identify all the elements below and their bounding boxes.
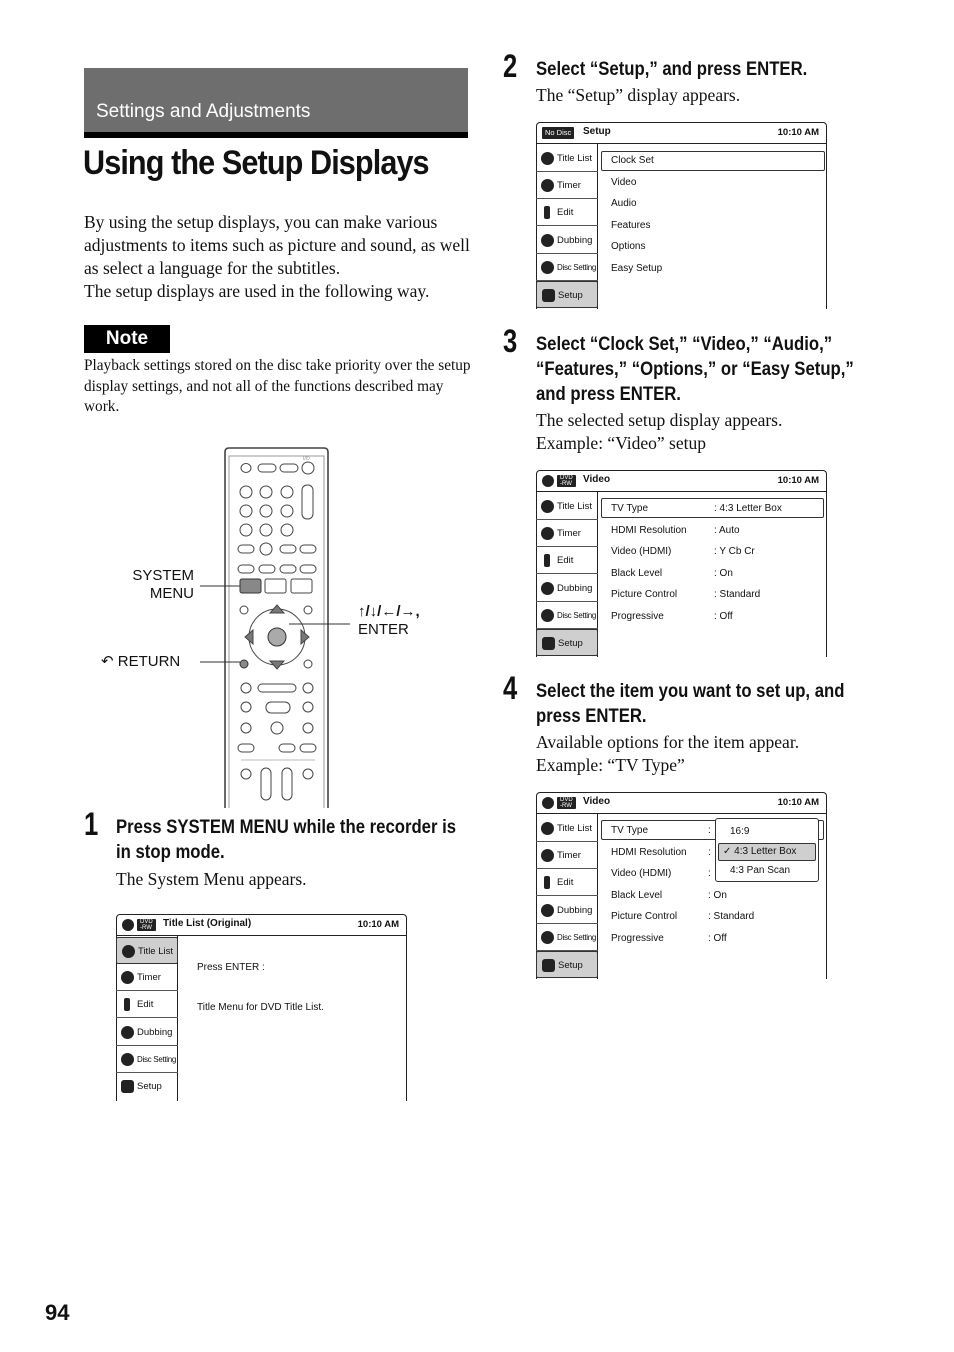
setup-item-video[interactable]: Video <box>611 177 637 188</box>
system-menu-label-line2: MENU <box>149 585 194 602</box>
screen-content <box>179 936 407 1101</box>
step-1-heading: Press SYSTEM MENU while the recorder is in stop mode. <box>116 817 457 863</box>
step-4-text <box>536 731 799 777</box>
screen-title: Video <box>583 796 611 807</box>
video-row-picture-control[interactable]: Picture Control : Standard <box>611 911 755 922</box>
title-menu-line: Title Menu for DVD Title List. <box>197 1002 324 1013</box>
video-row-tv-type[interactable]: TV Type : 4:3 Letter Box <box>611 503 782 514</box>
screen-content <box>599 144 827 309</box>
step-2-number: 2 <box>503 48 518 84</box>
setup-item-options[interactable]: Options <box>611 241 646 252</box>
menu-item-disc-setting[interactable]: Disc Setting <box>536 924 598 951</box>
video-setup-screen <box>536 470 827 657</box>
press-enter-line: Press ENTER : <box>197 962 265 973</box>
video-row-black-level[interactable]: Black Level : On <box>611 890 727 901</box>
screen-clock: 10:10 AM <box>357 919 399 930</box>
setup-item-clock-set[interactable]: Clock Set <box>611 155 654 166</box>
menu-item-dubbing[interactable]: Dubbing <box>536 227 598 254</box>
osd-side-menu <box>536 144 598 309</box>
section-title: Settings and Adjustments <box>96 101 311 122</box>
menu-item-timer[interactable]: Timer <box>536 172 598 199</box>
no-disc-badge: No Disc <box>542 127 574 139</box>
system-menu-callout <box>126 567 194 603</box>
step-3-text-line1: The selected setup display appears. <box>536 410 783 430</box>
osd-side-menu <box>536 492 598 657</box>
video-row-video-hdmi[interactable]: Video (HDMI) : <box>611 868 711 879</box>
step-3-number: 3 <box>503 323 518 359</box>
video-row-black-level[interactable]: Black Level : On <box>611 568 733 579</box>
intro-paragraph-2: The setup displays are used in the following way. <box>84 281 430 301</box>
menu-item-disc-setting[interactable]: Disc Setting <box>536 254 598 281</box>
setup-icon <box>542 289 555 302</box>
setup-item-audio[interactable]: Audio <box>611 198 637 209</box>
menu-item-title-list[interactable]: Title List <box>536 493 598 520</box>
screen-clock: 10:10 AM <box>777 127 819 138</box>
step-4-heading: Select the item you want to set up, and press ENTER. <box>536 681 845 727</box>
menu-item-timer[interactable]: Timer <box>536 520 598 547</box>
menu-item-title-list[interactable]: Title List <box>536 815 598 842</box>
menu-item-edit[interactable]: Edit <box>536 199 598 226</box>
timer-icon <box>541 527 554 540</box>
screen-header <box>536 792 827 814</box>
arrows-label: ↑/↓/←/→, <box>358 603 420 620</box>
enter-label: ENTER <box>358 621 409 638</box>
menu-item-setup[interactable]: Setup <box>536 629 598 656</box>
setup-item-easy-setup[interactable]: Easy Setup <box>611 263 663 274</box>
menu-item-edit[interactable]: Edit <box>536 547 598 574</box>
tv-type-options-screen <box>536 792 827 979</box>
menu-item-title-list[interactable]: Title List <box>536 145 598 172</box>
disc-icon <box>542 797 554 809</box>
svg-text:I/⏻: I/⏻ <box>303 456 310 462</box>
screen-content <box>599 492 827 657</box>
screen-clock: 10:10 AM <box>777 475 819 486</box>
menu-item-disc-setting[interactable]: Disc Setting <box>536 602 598 629</box>
title-list-icon <box>541 822 554 835</box>
step-1-number: 1 <box>84 806 99 842</box>
dubbing-icon <box>121 1026 134 1039</box>
option-4-3-letter-box[interactable]: ✓ 4:3 Letter Box <box>718 843 816 861</box>
menu-item-edit[interactable]: Edit <box>536 869 598 896</box>
note-label: Note <box>84 325 170 353</box>
system-menu-screen <box>116 914 407 1101</box>
system-menu-label-line1: SYSTEM <box>132 567 194 584</box>
return-callout <box>101 653 180 671</box>
video-row-video-hdmi[interactable]: Video (HDMI) : Y Cb Cr <box>611 546 755 557</box>
disc-setting-icon <box>541 609 554 622</box>
menu-item-setup[interactable]: Setup <box>536 951 598 978</box>
title-list-icon <box>541 152 554 165</box>
screen-title: Title List (Original) <box>163 918 252 929</box>
edit-icon <box>544 206 550 219</box>
menu-item-disc-setting[interactable]: Disc Setting <box>116 1046 178 1073</box>
menu-item-dubbing[interactable]: Dubbing <box>536 575 598 602</box>
disc-icon <box>542 475 554 487</box>
video-row-picture-control[interactable]: Picture Control : Standard <box>611 589 761 600</box>
disc-badge: DVD -RW <box>137 919 156 931</box>
menu-item-title-list[interactable]: Title List <box>116 937 178 964</box>
osd-side-menu <box>116 936 178 1101</box>
step-1-text: The System Menu appears. <box>116 869 307 889</box>
disc-setting-icon <box>121 1053 134 1066</box>
setup-icon <box>542 637 555 650</box>
menu-item-setup[interactable]: Setup <box>116 1073 178 1100</box>
setup-screen <box>536 122 827 309</box>
return-label: RETURN <box>117 653 181 670</box>
dubbing-icon <box>541 582 554 595</box>
dubbing-icon <box>541 234 554 247</box>
edit-icon <box>124 998 130 1011</box>
disc-badge: DVD -RW <box>557 797 576 809</box>
step-2-heading: Select “Setup,” and press ENTER. <box>536 59 808 80</box>
tv-type-options-popup <box>715 818 819 882</box>
menu-item-timer[interactable]: Timer <box>116 964 178 991</box>
step-3-text <box>536 409 782 455</box>
step-3-heading: Select “Clock Set,” “Video,” “Audio,” “Features,” “Options,” or “Easy Setup,” and press ENTER. <box>536 334 854 405</box>
step-4-text-line2: Example: “TV Type” <box>536 755 685 775</box>
screen-header <box>536 470 827 492</box>
video-row-progressive[interactable]: Progressive : Off <box>611 933 727 944</box>
note-text: Playback settings stored on the disc take priority over the setup display settings, and not all of the functions described may work. <box>84 357 471 415</box>
menu-item-timer[interactable]: Timer <box>536 842 598 869</box>
screen-header <box>536 122 827 144</box>
screen-title: Setup <box>583 126 611 137</box>
step-2-text: The “Setup” display appears. <box>536 85 741 105</box>
menu-item-edit[interactable]: Edit <box>116 991 178 1018</box>
edit-icon <box>544 876 550 889</box>
option-16-9[interactable]: 16:9 <box>730 826 750 837</box>
setup-item-features[interactable]: Features <box>611 220 651 231</box>
video-row-hdmi-resolution[interactable]: HDMI Resolution : Auto <box>611 525 740 536</box>
disc-badge: DVD -RW <box>557 475 576 487</box>
option-4-3-pan-scan[interactable]: 4:3 Pan Scan <box>730 865 791 876</box>
video-row-hdmi-resolution[interactable]: HDMI Resolution : <box>611 847 711 858</box>
step-3-text-line2: Example: “Video” setup <box>536 433 707 453</box>
menu-item-dubbing[interactable]: Dubbing <box>116 1019 178 1046</box>
timer-icon <box>541 849 554 862</box>
screen-header <box>116 914 407 936</box>
setup-icon <box>121 1080 134 1093</box>
video-row-tv-type[interactable]: TV Type : <box>611 825 711 836</box>
menu-item-dubbing[interactable]: Dubbing <box>536 897 598 924</box>
screen-title: Video <box>583 474 611 485</box>
timer-icon <box>121 971 134 984</box>
title-list-icon <box>541 500 554 513</box>
return-icon: ↶ <box>101 653 114 670</box>
screen-content <box>599 814 827 979</box>
disc-icon <box>122 919 134 931</box>
intro-paragraph-1: By using the setup displays, you can make various adjustments to items such as picture and sound, as well as select a language for the subtitles. <box>84 212 470 278</box>
step-4-number: 4 <box>503 670 518 706</box>
osd-side-menu <box>536 814 598 979</box>
edit-icon <box>544 554 550 567</box>
dubbing-icon <box>541 904 554 917</box>
arrows-enter-callout <box>358 603 420 639</box>
step-4-text-line1: Available options for the item appear. <box>536 732 800 752</box>
timer-icon <box>541 179 554 192</box>
disc-setting-icon <box>541 261 554 274</box>
screen-clock: 10:10 AM <box>777 797 819 808</box>
disc-setting-icon <box>541 931 554 944</box>
menu-item-setup[interactable]: Setup <box>536 281 598 308</box>
title-list-icon <box>122 945 135 958</box>
video-row-progressive[interactable]: Progressive : Off <box>611 611 733 622</box>
setup-icon <box>542 959 555 972</box>
page-title: Using the Setup Displays <box>83 144 429 182</box>
page-number: 94 <box>45 1300 70 1325</box>
